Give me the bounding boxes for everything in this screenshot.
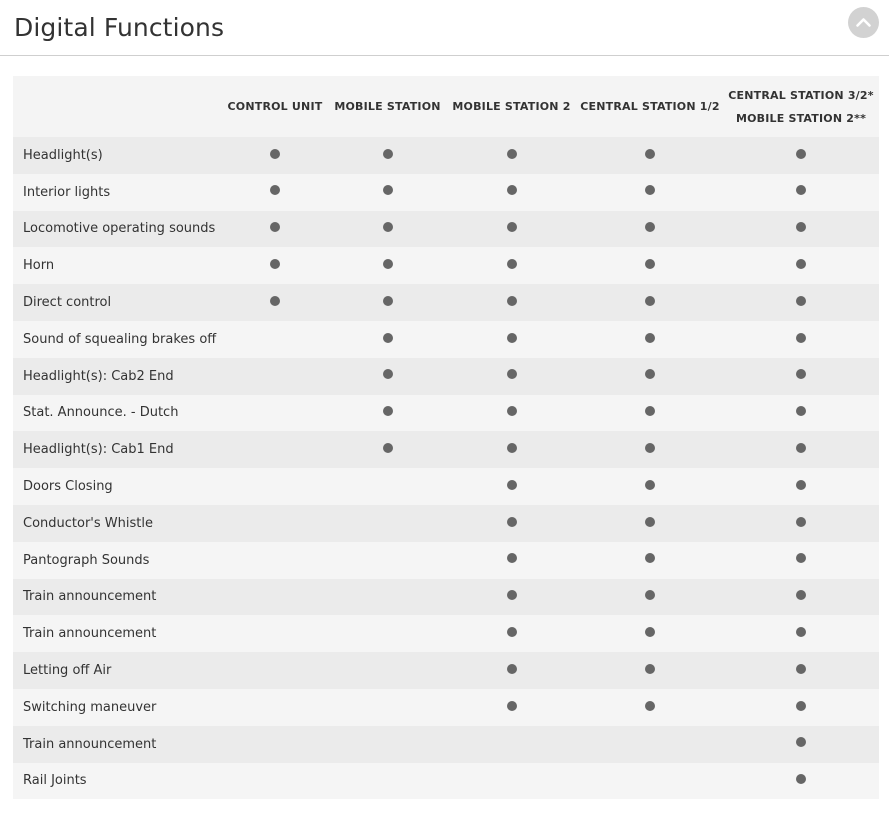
- function-name: Headlight(s): Cab1 End: [23, 442, 174, 458]
- support-cell-central-station-1-2: [577, 395, 723, 432]
- function-name: Direct control: [23, 295, 112, 311]
- support-cell-mobile-station: [329, 689, 446, 726]
- filled-circle-icon: [507, 406, 517, 416]
- chevron-up-icon: [855, 14, 872, 31]
- filled-circle-icon: [383, 185, 393, 195]
- support-cell-central-station-1-2: [577, 689, 723, 726]
- filled-circle-icon: [796, 149, 806, 159]
- column-header-function: [13, 76, 221, 137]
- table-row: [13, 726, 879, 763]
- support-cell-mobile-station: [329, 174, 446, 211]
- collapse-button[interactable]: [848, 7, 879, 38]
- filled-circle-icon: [796, 222, 806, 232]
- filled-circle-icon: [383, 296, 393, 306]
- filled-circle-icon: [507, 149, 517, 159]
- support-cell-mobile-station: [329, 358, 446, 395]
- table-row: [13, 395, 879, 432]
- support-cell-central-station-3-2: [723, 542, 879, 579]
- table-row: [13, 174, 879, 211]
- filled-circle-icon: [383, 369, 393, 379]
- support-cell-mobile-station: [329, 763, 446, 800]
- table-row: [13, 505, 879, 542]
- table-body: [13, 137, 879, 799]
- column-header-label: MOBILE STATION 2**: [735, 111, 867, 125]
- support-cell-mobile-station-2: [446, 211, 577, 248]
- support-cell-control-unit: [221, 689, 329, 726]
- filled-circle-icon: [270, 296, 280, 306]
- support-cell-central-station-1-2: [577, 505, 723, 542]
- support-cell-mobile-station-2: [446, 689, 577, 726]
- filled-circle-icon: [796, 185, 806, 195]
- support-cell-mobile-station: [329, 579, 446, 616]
- digital-functions-table-container: [13, 76, 879, 799]
- support-cell-mobile-station-2: [446, 395, 577, 432]
- column-header-central-station-1-2: [577, 76, 723, 137]
- filled-circle-icon: [270, 259, 280, 269]
- filled-circle-icon: [507, 590, 517, 600]
- support-cell-mobile-station-2: [446, 137, 577, 174]
- support-cell-control-unit: [221, 652, 329, 689]
- filled-circle-icon: [507, 259, 517, 269]
- filled-circle-icon: [796, 664, 806, 674]
- section-title: Digital Functions: [14, 13, 225, 42]
- function-name: Train announcement: [23, 736, 157, 752]
- column-header-label: CENTRAL STATION 3/2*: [728, 88, 874, 102]
- table-row: [13, 247, 879, 284]
- support-cell-mobile-station: [329, 468, 446, 505]
- table-row: [13, 615, 879, 652]
- support-cell-central-station-3-2: [723, 358, 879, 395]
- filled-circle-icon: [796, 627, 806, 637]
- function-name: Headlight(s): Cab2 End: [23, 368, 174, 384]
- support-cell-control-unit: [221, 137, 329, 174]
- function-name: Doors Closing: [23, 479, 113, 495]
- support-cell-control-unit: [221, 358, 329, 395]
- support-cell-mobile-station-2: [446, 468, 577, 505]
- table-row: [13, 579, 879, 616]
- filled-circle-icon: [645, 185, 655, 195]
- filled-circle-icon: [796, 701, 806, 711]
- table-row: [13, 542, 879, 579]
- support-cell-control-unit: [221, 247, 329, 284]
- support-cell-central-station-1-2: [577, 321, 723, 358]
- column-header-central-station-3-2: [723, 76, 879, 137]
- support-cell-mobile-station-2: [446, 247, 577, 284]
- filled-circle-icon: [796, 406, 806, 416]
- filled-circle-icon: [796, 774, 806, 784]
- filled-circle-icon: [645, 664, 655, 674]
- support-cell-central-station-1-2: [577, 652, 723, 689]
- filled-circle-icon: [645, 406, 655, 416]
- support-cell-control-unit: [221, 395, 329, 432]
- filled-circle-icon: [796, 296, 806, 306]
- support-cell-control-unit: [221, 505, 329, 542]
- filled-circle-icon: [796, 480, 806, 490]
- support-cell-central-station-3-2: [723, 321, 879, 358]
- support-cell-central-station-1-2: [577, 211, 723, 248]
- table-row: [13, 652, 879, 689]
- filled-circle-icon: [796, 590, 806, 600]
- filled-circle-icon: [270, 149, 280, 159]
- function-name: Sound of squealing brakes off: [23, 331, 217, 347]
- support-cell-control-unit: [221, 615, 329, 652]
- function-name: Headlight(s): [23, 147, 103, 163]
- support-cell-mobile-station: [329, 247, 446, 284]
- filled-circle-icon: [645, 296, 655, 306]
- filled-circle-icon: [507, 443, 517, 453]
- filled-circle-icon: [507, 517, 517, 527]
- column-header-mobile-station: [329, 76, 446, 137]
- filled-circle-icon: [383, 406, 393, 416]
- table-row: [13, 284, 879, 321]
- support-cell-mobile-station-2: [446, 174, 577, 211]
- function-name: Train announcement: [23, 589, 157, 605]
- support-cell-mobile-station-2: [446, 726, 577, 763]
- filled-circle-icon: [645, 222, 655, 232]
- support-cell-central-station-1-2: [577, 468, 723, 505]
- support-cell-central-station-3-2: [723, 468, 879, 505]
- support-cell-central-station-1-2: [577, 763, 723, 800]
- table-row: [13, 763, 879, 800]
- filled-circle-icon: [383, 222, 393, 232]
- filled-circle-icon: [507, 333, 517, 343]
- filled-circle-icon: [507, 627, 517, 637]
- table-row: [13, 321, 879, 358]
- column-header-label: CENTRAL STATION 1/2: [580, 100, 720, 113]
- column-header-mobile-station-2: [446, 76, 577, 137]
- support-cell-central-station-1-2: [577, 284, 723, 321]
- table-header: [13, 76, 879, 137]
- filled-circle-icon: [383, 443, 393, 453]
- support-cell-mobile-station: [329, 284, 446, 321]
- filled-circle-icon: [796, 333, 806, 343]
- table-row: [13, 431, 879, 468]
- support-cell-central-station-1-2: [577, 137, 723, 174]
- support-cell-mobile-station-2: [446, 763, 577, 800]
- support-cell-mobile-station-2: [446, 579, 577, 616]
- filled-circle-icon: [645, 480, 655, 490]
- support-cell-central-station-1-2: [577, 542, 723, 579]
- filled-circle-icon: [507, 701, 517, 711]
- support-cell-central-station-3-2: [723, 763, 879, 800]
- table-header-row: [13, 76, 879, 137]
- support-cell-control-unit: [221, 431, 329, 468]
- support-cell-mobile-station-2: [446, 652, 577, 689]
- support-cell-mobile-station: [329, 505, 446, 542]
- filled-circle-icon: [270, 185, 280, 195]
- support-cell-central-station-3-2: [723, 174, 879, 211]
- support-cell-mobile-station: [329, 726, 446, 763]
- filled-circle-icon: [507, 480, 517, 490]
- support-cell-central-station-3-2: [723, 689, 879, 726]
- filled-circle-icon: [645, 259, 655, 269]
- support-cell-central-station-1-2: [577, 431, 723, 468]
- function-name: Pantograph Sounds: [23, 552, 150, 568]
- filled-circle-icon: [383, 259, 393, 269]
- function-name: Locomotive operating sounds: [23, 221, 216, 237]
- support-cell-mobile-station-2: [446, 358, 577, 395]
- support-cell-central-station-1-2: [577, 247, 723, 284]
- filled-circle-icon: [645, 369, 655, 379]
- support-cell-central-station-1-2: [577, 579, 723, 616]
- support-cell-mobile-station-2: [446, 542, 577, 579]
- filled-circle-icon: [796, 517, 806, 527]
- filled-circle-icon: [383, 149, 393, 159]
- support-cell-mobile-station-2: [446, 431, 577, 468]
- support-cell-control-unit: [221, 174, 329, 211]
- filled-circle-icon: [383, 333, 393, 343]
- filled-circle-icon: [507, 369, 517, 379]
- function-name: Interior lights: [23, 184, 111, 200]
- filled-circle-icon: [270, 222, 280, 232]
- support-cell-central-station-3-2: [723, 137, 879, 174]
- filled-circle-icon: [796, 553, 806, 563]
- support-cell-central-station-3-2: [723, 395, 879, 432]
- support-cell-mobile-station-2: [446, 505, 577, 542]
- support-cell-control-unit: [221, 726, 329, 763]
- filled-circle-icon: [507, 185, 517, 195]
- filled-circle-icon: [507, 222, 517, 232]
- table-row: [13, 358, 879, 395]
- support-cell-central-station-3-2: [723, 505, 879, 542]
- column-header-label: MOBILE STATION 2: [452, 100, 571, 113]
- column-header-label: MOBILE STATION: [334, 100, 441, 113]
- support-cell-control-unit: [221, 211, 329, 248]
- function-name: Conductor's Whistle: [23, 515, 153, 531]
- support-cell-central-station-1-2: [577, 174, 723, 211]
- support-cell-mobile-station-2: [446, 321, 577, 358]
- support-cell-control-unit: [221, 579, 329, 616]
- table-row: [13, 211, 879, 248]
- support-cell-mobile-station: [329, 542, 446, 579]
- filled-circle-icon: [645, 701, 655, 711]
- support-cell-mobile-station: [329, 652, 446, 689]
- support-cell-control-unit: [221, 284, 329, 321]
- support-cell-mobile-station: [329, 615, 446, 652]
- function-name: Letting off Air: [23, 663, 112, 679]
- filled-circle-icon: [645, 443, 655, 453]
- filled-circle-icon: [507, 664, 517, 674]
- support-cell-mobile-station-2: [446, 615, 577, 652]
- filled-circle-icon: [507, 553, 517, 563]
- support-cell-control-unit: [221, 468, 329, 505]
- support-cell-mobile-station: [329, 431, 446, 468]
- filled-circle-icon: [645, 149, 655, 159]
- support-cell-control-unit: [221, 542, 329, 579]
- filled-circle-icon: [796, 259, 806, 269]
- filled-circle-icon: [645, 590, 655, 600]
- filled-circle-icon: [645, 333, 655, 343]
- support-cell-central-station-3-2: [723, 211, 879, 248]
- support-cell-control-unit: [221, 763, 329, 800]
- table-row: [13, 689, 879, 726]
- support-cell-central-station-3-2: [723, 652, 879, 689]
- support-cell-central-station-3-2: [723, 726, 879, 763]
- filled-circle-icon: [645, 517, 655, 527]
- support-cell-central-station-1-2: [577, 615, 723, 652]
- filled-circle-icon: [796, 443, 806, 453]
- support-cell-mobile-station: [329, 321, 446, 358]
- section-header: [0, 0, 889, 56]
- support-cell-central-station-3-2: [723, 615, 879, 652]
- support-cell-central-station-3-2: [723, 579, 879, 616]
- function-name: Stat. Announce. - Dutch: [23, 405, 179, 421]
- support-cell-mobile-station-2: [446, 284, 577, 321]
- support-cell-central-station-3-2: [723, 284, 879, 321]
- support-cell-mobile-station: [329, 395, 446, 432]
- support-cell-central-station-1-2: [577, 726, 723, 763]
- filled-circle-icon: [645, 627, 655, 637]
- function-name: Train announcement: [23, 626, 157, 642]
- filled-circle-icon: [796, 737, 806, 747]
- digital-functions-table: [13, 76, 879, 799]
- function-name: Rail Joints: [23, 773, 87, 789]
- filled-circle-icon: [507, 296, 517, 306]
- support-cell-central-station-3-2: [723, 431, 879, 468]
- support-cell-central-station-1-2: [577, 358, 723, 395]
- table-row: [13, 468, 879, 505]
- filled-circle-icon: [796, 369, 806, 379]
- support-cell-mobile-station: [329, 211, 446, 248]
- function-name: Horn: [23, 258, 55, 274]
- support-cell-control-unit: [221, 321, 329, 358]
- table-row: [13, 137, 879, 174]
- function-name: Switching maneuver: [23, 699, 157, 715]
- support-cell-mobile-station: [329, 137, 446, 174]
- support-cell-central-station-3-2: [723, 247, 879, 284]
- filled-circle-icon: [645, 553, 655, 563]
- column-header-control-unit: [221, 76, 329, 137]
- column-header-label: CONTROL UNIT: [227, 100, 323, 113]
